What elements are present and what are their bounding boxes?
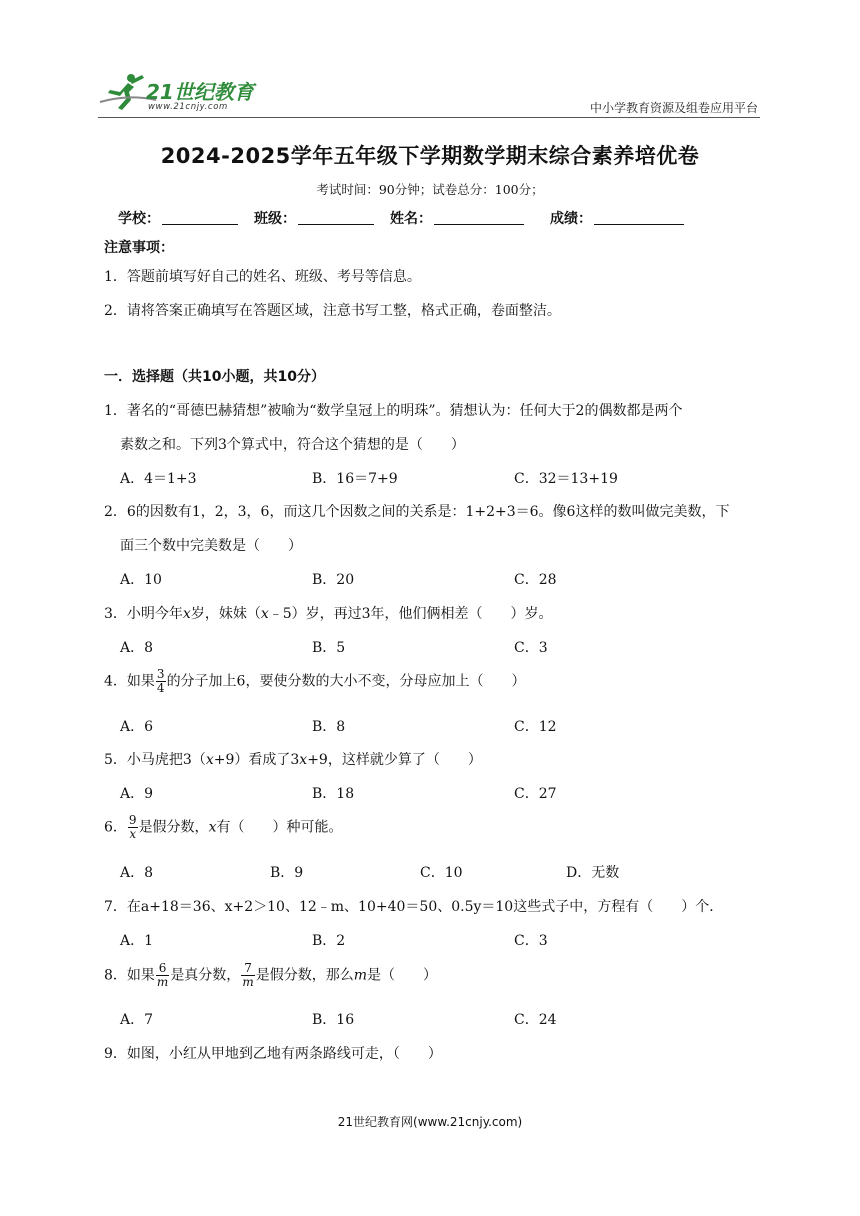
q4-text: 的分子加上6，要使分数的大小不变，分母应加上（ ）	[166, 673, 526, 690]
question-7: 7．在a+18＝36、x+2＞10、12﹣m、10+40＝50、0.5y＝10这些式子中，方程有（ ）个．	[104, 899, 724, 915]
score-field[interactable]	[550, 208, 684, 228]
q4-option-c[interactable]: C．12	[514, 719, 557, 735]
page-title: 2024-2025学年五年级下学期数学期末综合素养培优卷	[160, 144, 700, 168]
name-field[interactable]	[390, 208, 524, 228]
school-field[interactable]	[118, 208, 238, 228]
q2-option-c[interactable]: C．28	[514, 572, 557, 588]
q5-text: +9）看成了3	[213, 752, 300, 768]
q8-option-c[interactable]: C．24	[514, 1012, 557, 1028]
q7-option-b[interactable]: B．2	[312, 933, 346, 949]
q6-var: x	[208, 819, 217, 836]
fraction-denominator: m	[242, 975, 254, 989]
q8-option-a[interactable]: A．7	[120, 1012, 154, 1028]
q1-option-b[interactable]: B．16＝7+9	[312, 471, 398, 487]
class-field[interactable]	[254, 208, 374, 228]
question-9: 9．如图，小红从甲地到乙地有两条路线可走，（ ）	[104, 1046, 442, 1062]
q3-option-a[interactable]: A．8	[120, 640, 154, 656]
section-heading: 一．选择题（共10小题，共10分）	[104, 369, 325, 385]
question-5	[104, 749, 482, 769]
q8-text: 是假分数，那么	[255, 967, 354, 984]
q2-option-a[interactable]: A．10	[120, 572, 162, 588]
fraction-denominator: m	[156, 975, 169, 989]
note-item: 2．请将答案正确填写在答题区域，注意书写工整，格式正确，卷面整洁。	[104, 303, 561, 319]
q5-text: 5．小马虎把3（	[104, 752, 206, 768]
school-blank[interactable]	[162, 210, 238, 225]
q3-option-b[interactable]: B．5	[312, 640, 346, 656]
name-blank[interactable]	[434, 210, 524, 225]
q1-option-c[interactable]: C．32＝13+19	[514, 471, 618, 487]
q2-option-b[interactable]: B．20	[312, 572, 355, 588]
q3-var: x	[182, 606, 191, 622]
q3-text: 3．小明今年	[104, 606, 183, 622]
question-1-line2: 素数之和。下列3个算式中，符合这个猜想的是（ ）	[120, 437, 465, 453]
q8-fraction-2	[241, 962, 254, 989]
question-8	[104, 962, 437, 989]
class-label: 班级：	[254, 211, 296, 227]
q4-text: 4．如果	[104, 673, 155, 690]
school-label: 学校：	[118, 211, 160, 227]
fraction-denominator: 4	[156, 681, 165, 695]
q7-option-c[interactable]: C．3	[514, 933, 548, 949]
fraction-numerator: 7	[241, 962, 254, 976]
q6-option-a[interactable]: A．8	[120, 865, 154, 881]
q6-option-c[interactable]: C．10	[420, 865, 463, 881]
q3-var: x	[260, 606, 269, 622]
q6-option-b[interactable]: B．9	[270, 865, 304, 881]
logo-url: www.21cnjy.com	[148, 102, 228, 112]
score-blank[interactable]	[594, 210, 684, 225]
logo	[98, 70, 268, 114]
q8-text: 是（ ）	[366, 967, 437, 984]
page-footer: 21世纪教育网(www.21cnjy.com)	[337, 1115, 523, 1129]
question-4	[104, 668, 525, 695]
q8-fraction-1	[156, 962, 169, 989]
fraction-numerator: 3	[156, 667, 165, 681]
q5-var: x	[299, 752, 308, 768]
q6-option-d[interactable]: D．无数	[566, 865, 620, 881]
q5-option-a[interactable]: A．9	[120, 786, 154, 802]
q6-text: 有（ ）种可能。	[216, 819, 343, 836]
q5-text: +9，这样就少算了（ ）	[307, 752, 482, 768]
score-label: 成绩：	[550, 211, 592, 227]
q8-text: 是真分数，	[170, 967, 241, 984]
q6-fraction	[128, 814, 138, 841]
exam-info: 考试时间：90分钟；试卷总分：100分；	[316, 182, 544, 197]
question-3	[104, 603, 553, 623]
q3-text: 岁，妹妹（	[190, 606, 261, 622]
note-item: 1．答题前填写好自己的姓名、班级、考号等信息。	[104, 269, 421, 285]
q4-option-b[interactable]: B．8	[312, 719, 346, 735]
fraction-denominator: x	[129, 827, 137, 841]
q8-option-b[interactable]: B．16	[312, 1012, 355, 1028]
q3-text: ﹣5）岁，再过3年，他们俩相差（ ）岁。	[268, 606, 553, 622]
q3-option-c[interactable]: C．3	[514, 640, 548, 656]
q4-fraction	[156, 668, 166, 695]
q8-text: 8．如果	[104, 967, 155, 984]
q5-option-c[interactable]: C．27	[514, 786, 557, 802]
q6-text: 6．	[104, 819, 127, 836]
q7-option-a[interactable]: A．1	[120, 933, 154, 949]
fraction-numerator: 9	[128, 813, 137, 827]
q5-option-b[interactable]: B．18	[312, 786, 355, 802]
notes-heading: 注意事项：	[104, 240, 174, 256]
q8-var: m	[353, 967, 367, 984]
q4-option-a[interactable]: A．6	[120, 719, 154, 735]
q6-text: 是假分数，	[138, 819, 209, 836]
question-2-line2: 面三个数中完美数是（ ）	[120, 538, 302, 554]
header-divider	[98, 117, 760, 118]
question-2-line1: 2．6的因数有1，2，3，6，而这几个因数之间的关系是：1+2+3＝6。像6这样的数叫做完美数，下	[104, 504, 730, 520]
logo-text: 21世纪教育	[146, 80, 254, 104]
question-6	[104, 814, 342, 841]
question-1-line1: 1．著名的“哥德巴赫猜想”被喻为“数学皇冠上的明珠”。猜想认为：任何大于2的偶数都是两个	[104, 403, 683, 419]
name-label: 姓名：	[390, 211, 432, 227]
class-blank[interactable]	[298, 210, 374, 225]
q1-option-a[interactable]: A．4＝1+3	[120, 471, 197, 487]
fraction-numerator: 6	[156, 962, 169, 976]
q5-var: x	[205, 752, 214, 768]
platform-label: 中小学教育资源及组卷应用平台	[589, 101, 758, 115]
